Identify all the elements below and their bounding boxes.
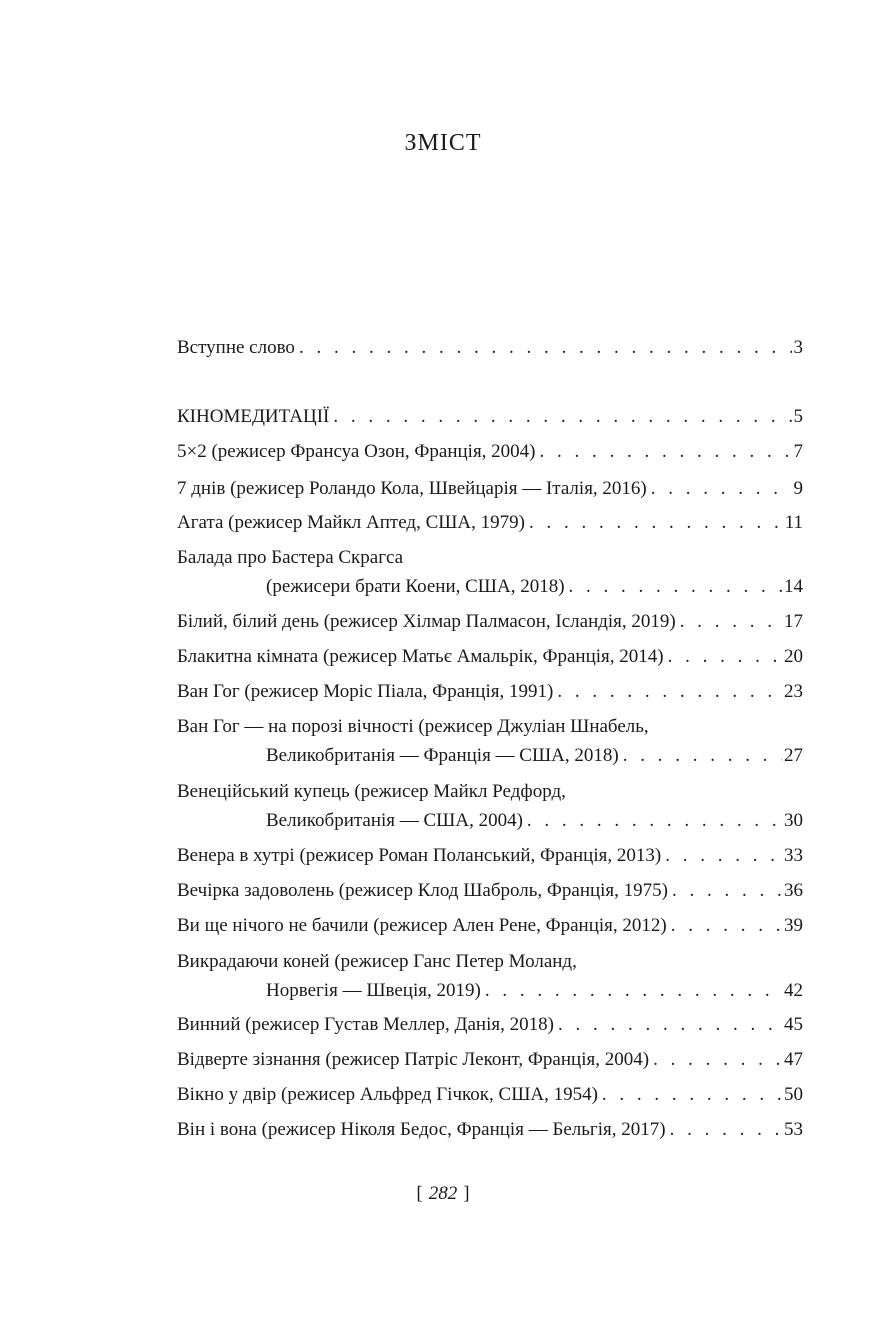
page-title: ЗМІСТ — [404, 130, 482, 156]
dot-leader — [670, 1115, 782, 1145]
toc-entry-page: 23 — [784, 681, 803, 702]
toc-entry-title: Венеційський купець (режисер Майкл Редфорд, — [177, 781, 566, 802]
page-number — [0, 1183, 886, 1205]
toc-entry-page: 53 — [784, 1119, 803, 1140]
toc-entry — [177, 607, 803, 637]
toc-entry — [177, 474, 803, 504]
toc-entry-title: Він і вона (режисер Ніколя Бедос, Франція — Бельгія, 2017) — [177, 1119, 666, 1140]
toc-entry-title: 5×2 (режисер Франсуа Озон, Франція, 2004) — [177, 441, 536, 462]
toc-entry-title: 7 днів (режисер Роландо Кола, Швейцарія — Італія, 2016) — [177, 478, 647, 499]
dot-leader — [602, 1080, 782, 1110]
toc-entry-page: 36 — [784, 880, 803, 901]
toc-entry-line1 — [177, 777, 803, 807]
dot-leader — [651, 474, 792, 504]
dot-leader — [485, 976, 782, 1006]
toc-entry-page: 17 — [784, 611, 803, 632]
toc-section-heading — [177, 402, 803, 432]
dot-leader — [653, 1045, 782, 1075]
toc-entry — [177, 1010, 803, 1040]
toc-entry-page: 42 — [784, 980, 803, 1001]
toc-entry — [177, 508, 803, 538]
toc-entry-page: 33 — [784, 845, 803, 866]
toc-entry-page: 39 — [784, 915, 803, 936]
toc-entry-line1 — [177, 947, 803, 977]
folio-open-bracket: [ — [416, 1183, 423, 1204]
folio-number: 282 — [428, 1183, 458, 1204]
toc-entry-line2 — [177, 572, 803, 602]
dot-leader — [665, 841, 782, 871]
dot-leader — [540, 437, 792, 467]
dot-leader — [299, 333, 792, 363]
toc-entry — [177, 437, 803, 467]
toc-entry — [177, 911, 803, 941]
dot-leader — [671, 911, 782, 941]
toc-entry-title: Вечірка задоволень (режисер Клод Шаброль, Франція, 1975) — [177, 880, 669, 901]
dot-leader — [529, 508, 783, 538]
dot-leader — [569, 572, 782, 602]
toc-entry-page: 30 — [784, 810, 803, 831]
toc-entry-title: Ви ще нічого не бачили (режисер Ален Рене, Франція, 2012) — [177, 915, 667, 936]
toc-entry-page: 7 — [793, 441, 803, 462]
toc-entry-title-cont: (режисери брати Коени, США, 2018) — [266, 576, 565, 597]
toc-entry — [177, 841, 803, 871]
toc-entry-title-cont: Великобританія — США, 2004) — [266, 810, 523, 831]
dot-leader — [668, 642, 782, 672]
toc-entry-title: Відверте зізнання (режисер Патріс Леконт, Франція, 2004) — [177, 1049, 650, 1070]
toc-entry — [177, 1115, 803, 1145]
toc-entry-page: 20 — [784, 646, 803, 667]
toc-entry-title: Винний (режисер Густав Меллер, Данія, 2018) — [177, 1014, 554, 1035]
toc-entry-line1 — [177, 543, 803, 573]
dot-leader — [557, 677, 782, 707]
toc-entry — [177, 642, 803, 672]
toc-entry-title: Вікно у двір (режисер Альфред Гічкок, США, 1954) — [177, 1084, 598, 1105]
dot-leader — [333, 402, 791, 432]
toc-entry-title: Агата (режисер Майкл Аптед, США, 1979) — [177, 512, 525, 533]
dot-leader — [558, 1010, 782, 1040]
toc-entry-line2 — [177, 806, 803, 836]
dot-leader — [672, 876, 782, 906]
toc-entry — [177, 1045, 803, 1075]
toc-entry — [177, 333, 803, 363]
toc-entry-page: 27 — [784, 745, 803, 766]
toc-entry-title: Викрадаючи коней (режисер Ганс Петер Моланд, — [177, 951, 577, 972]
toc-entry-page: 11 — [784, 512, 803, 533]
dot-leader — [623, 741, 782, 771]
toc-entry-title-cont: Норвегія — Швеція, 2019) — [266, 980, 481, 1001]
toc-entry-title: Ван Гог — на порозі вічності (режисер Джуліан Шнабель, — [177, 716, 649, 737]
toc-entry — [177, 677, 803, 707]
toc-entry-page: 9 — [793, 478, 803, 499]
toc-entry-title: КІНОМЕДИТАЦІЇ — [177, 406, 330, 427]
toc-entry-title: Балада про Бастера Скрагса — [177, 547, 404, 568]
toc-entry-page: 45 — [784, 1014, 803, 1035]
toc-entry-line1 — [177, 712, 803, 742]
toc-entry-title: Білий, білий день (режисер Хілмар Палмасон, Ісландія, 2019) — [177, 611, 676, 632]
toc-entry-page: 14 — [784, 576, 803, 597]
toc-entry-title-cont: Великобританія — Франція — США, 2018) — [266, 745, 619, 766]
toc-entry-title: Венера в хутрі (режисер Роман Поланський, Франція, 2013) — [177, 845, 662, 866]
toc-entry-title: Вступне слово — [177, 337, 295, 358]
toc-entry-line2 — [177, 976, 803, 1006]
toc-entry-page: 47 — [784, 1049, 803, 1070]
toc-entry — [177, 1080, 803, 1110]
toc-entry — [177, 876, 803, 906]
toc-entry-page: 50 — [784, 1084, 803, 1105]
toc-entry-title: Блакитна кімната (режисер Матьє Амальрік, Франція, 2014) — [177, 646, 664, 667]
toc-entry-line2 — [177, 741, 803, 771]
toc-entry-page: 5 — [793, 406, 803, 427]
toc-entry-title: Ван Гог (режисер Моріс Піала, Франція, 1991) — [177, 681, 554, 702]
toc-entry-page: 3 — [793, 337, 803, 358]
folio-close-bracket: ] — [463, 1183, 470, 1204]
dot-leader — [680, 607, 782, 637]
dot-leader — [527, 806, 782, 836]
